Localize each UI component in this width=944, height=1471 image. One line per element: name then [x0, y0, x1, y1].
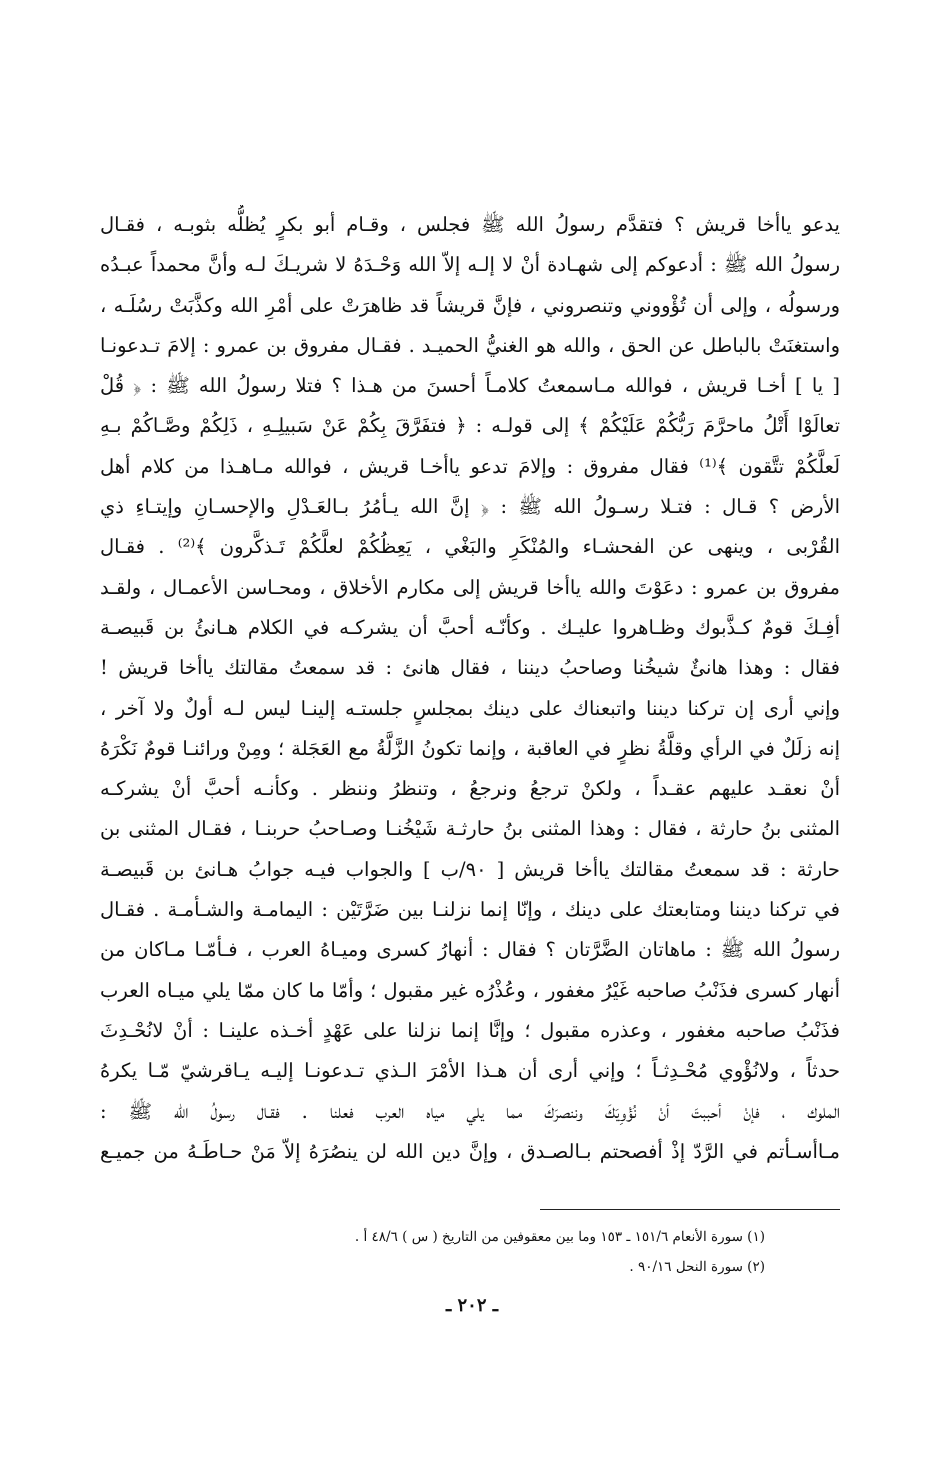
text-line: القُرْبى ، وينهى عن الفحشـاء والمُنْكَرِ والبَغْي ، يَعِظُكُمْ لعلَّكُمْ تَـذكَّرون ﴾⁽²⁾ . فقـال — [100, 535, 840, 559]
text-line: تعالَوْا أَتْلُ ماحرَّمَ رَبُّكُمْ عَلَيْكُمْ ﴾ إلى قولـه : ﴿ فتفَرَّقَ بِكُمْ عَنْ سَبيلِـهِ ، ذَلِكُمْ وصَّـاكُمْ بـهِ — [100, 414, 840, 438]
text-line: ورسولُه ، وإلى أن تُؤْووني وتنصروني ، فإنَّ قريشاً قد ظاهرَتْ على أمْرِ الله وكذَّبَتْ رسُلَـه ، — [100, 293, 840, 317]
footnotes — [100, 1222, 765, 1282]
text-line: وإني أرى إن تركنا ديننا واتبعناك على دينك بمجلسٍ جلستـه إلينـا ليس لـه أولٌ ولا آخر ، — [100, 696, 840, 720]
text-line: إنه زلَلٌ في الرأي وقلَّةُ نظرٍ في العاقبة ، وإنما تكونُ الزَّلَّةُ مع العَجَلة ؛ ومِنْ ورائنـا قومٌ نَكْرَهُ — [100, 736, 840, 760]
text-line: أنهار كسرى فذَنْبُ صاحبه غَيْرُ مغفور ، وعُذْرُه غير مقبول ؛ وأمّا ما كان ممّا يلي ميـاه العرب — [100, 978, 840, 1002]
text-line: حدثاً ، ولانُؤْوي مُحْـدِثـاً ؛ وإني أرى أن هـذا الأمْرَ الـذي تـدعونـا إليـه يـاقرشيّ مّـا يكرهُ — [100, 1059, 840, 1083]
text-line: فذَنْبُ صاحبه مغفور ، وعذره مقبول ؛ وإنَّا إنما نزلنا على عَهْدٍ أخـذه علينـا : أنْ لانُحْـدِثَ — [100, 1018, 840, 1042]
main-text-block — [100, 205, 840, 1172]
text-line: لَعلَّكُمْ تتَّقون ﴾⁽¹⁾ فقال مفروق : وإلامَ تدعو ياأخـا قريش ، فوالله مـاهـذا من كلام أهل — [100, 454, 840, 478]
footnote-1: (١) سورة الأنعام ١٥١/٦ ـ ١٥٣ وما بين معقوفين من التاريخ ( س ) ٤٨/٦ أ . — [354, 1229, 765, 1245]
text-line: في تركنا ديننا ومتابعتك على دينك ، وإنّا إنما نزلنـا بين ضَرَّتَيْن : اليمامـة والشـأمـة . فقـال — [100, 898, 840, 922]
footnote-separator — [540, 1209, 840, 1210]
text-line: المثنى بنُ حارثة ، فقال : وهذا المثنى بنُ حارثـة شَيْخُنـا وصـاحبُ حربنـا ، فقـال المثنى بن — [100, 817, 840, 841]
text-line: مفروق بن عمرو : دعَوْتَ والله ياأخا قريش إلى مكارم الأخلاق ، ومحـاسن الأعمـال ، ولقـد — [100, 575, 840, 599]
footnote-2: (٢) سورة النحل ٩٠/١٦ . — [629, 1259, 765, 1275]
text-line: أفِـكَ قومٌ كـذَّبوك وظـاهروا عليـك . وكأنّـه أحبَّ أن يشركـه في الكلام هـانئُ بن قَبيصـة — [100, 615, 840, 639]
text-line: حارثة : قد سمعتُ مقالتك ياأخا قريش [ ٩٠/ب ] والجواب فيـه جوابُ هـانئ بن قَبيصـة — [100, 857, 840, 881]
text-line: رسولُ الله ﷺ : أدعوكم إلى شهـادة أنْ لا إلـه إلاّ الله وَحْـدَهُ لا شريـكَ لـه وأنَّ محمداً عبـدُه — [100, 253, 840, 277]
text-line: أنْ نعقـد عليهم عقـداً ، ولكنْ ترجعُ ونرجعُ ، وتنظرُ وننظر . وكأنـه أحبَّ أنْ يشركـه — [100, 777, 840, 801]
text-line: واستغنَتْ بالباطل عن الحق ، والله هو الغنيُّ الحميـد . فقـال مفروق بن عمرو : إلامَ تـدعونـا — [100, 333, 840, 357]
text-line: الأرض ؟ قـال : فتـلا رسـولُ الله ﷺ : ﴿ إنَّ الله يـأمُرُ بـالعَـدْلِ والإحسـانِ وإيتـاءِ ذي — [100, 495, 840, 519]
text-line: رسولُ الله ﷺ : ماهاتان الضَّرَّتان ؟ فقال : أنهارُ كسرى وميـاهُ العرب ، فـأمّـا مـاكان من — [100, 938, 840, 962]
text-line: مـاأسـأتم في الرَّدّ إذْ أفصحتم بـالصـدق ، وإنَّ دين الله لن ينصُرَهُ إلاّ مَنْ حـاطَـهُ من جميـع — [100, 1139, 840, 1163]
text-line: [ يا ] أخـا قريش ، فوالله مـاسمعتُ كلامـاً أحسنَ من هـذا ؟ فتلا رسولُ الله ﷺ : ﴿ قُلْ — [100, 374, 840, 398]
page-number: ـ ٢٠٢ ـ — [445, 1295, 499, 1316]
text-line: الملوك ، فإنْ أحببتَ أنْ نُؤْوِيَكَ وننصرَكَ مما يلي مياه العرب فعلنا . فقـال رسولُ الله ﷺ : — [100, 1099, 840, 1123]
text-line: فقال : وهذا هانئٌ شيخُنا وصاحبُ ديننا ، فقال هانئ : قد سمعتُ مقالتك ياأخا قريش ! — [100, 656, 840, 680]
text-line: يدعو ياأخا قريش ؟ فتقدَّم رسولُ الله ﷺ فجلس ، وقـام أبو بكرٍ يُظلُّه بثوبـه ، فقـال — [100, 213, 840, 236]
